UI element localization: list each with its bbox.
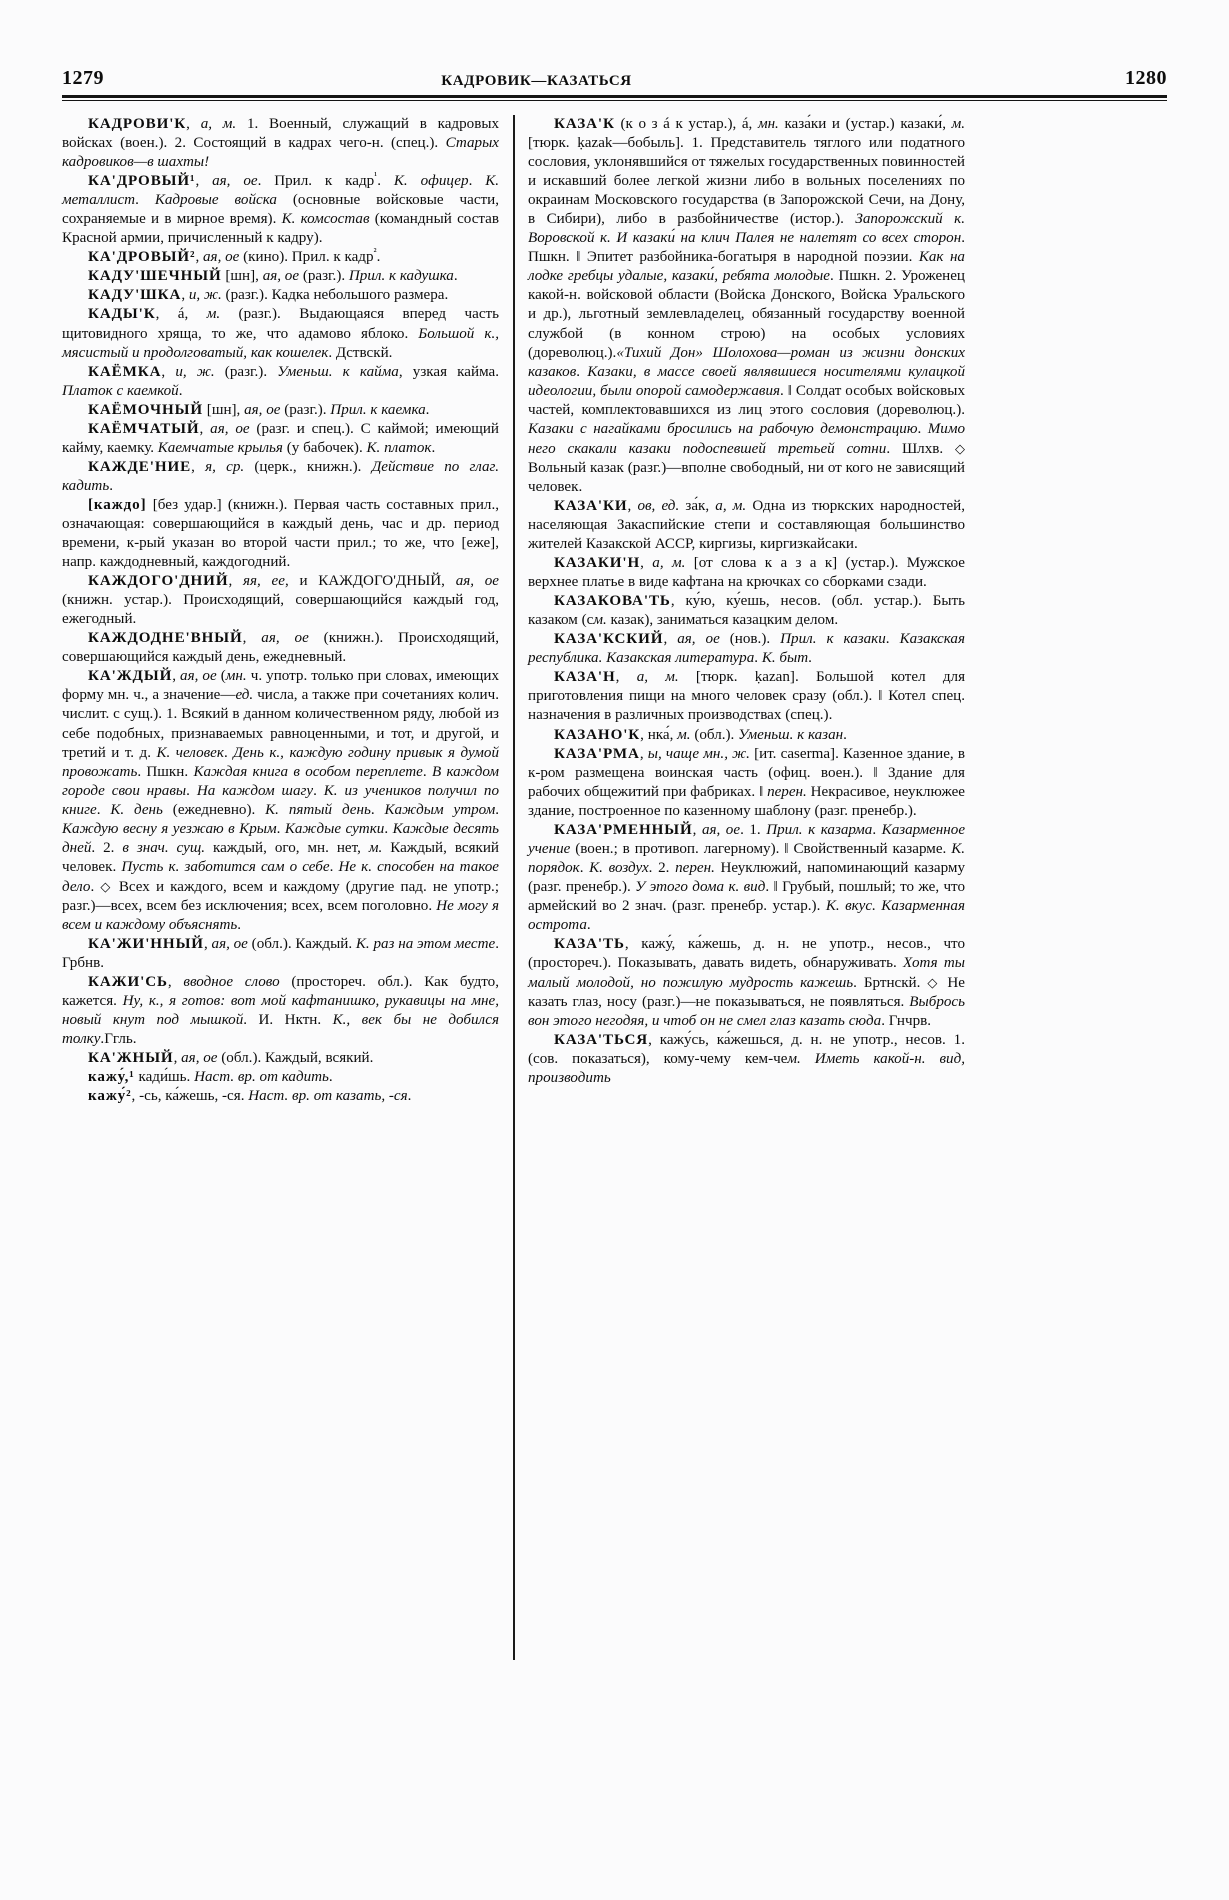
- entry-headword: КАЁМОЧНЫЙ: [88, 401, 204, 418]
- dictionary-entry: [528, 821, 965, 935]
- entry-body: , ая, ое (кино). Прил. к кадр$^{^2}$.: [195, 247, 381, 266]
- entry-headword: кажу́,¹: [88, 1069, 135, 1086]
- entry-headword: КАЗАКОВА'ТЬ: [554, 593, 671, 610]
- entry-body: , ы, чаще мн., ж. [ит. caserma]. Казенное здание, в к-ром размещена воинская часть (офиц. воен.). ‖ Здание для рабочих общежитий при фабриках. ‖ перен. Некрасивое, неуклюжее здание, построенное по казенному шаблону (разг. пренебр.).: [528, 745, 965, 819]
- entry-body: , ая, ое (обл.). Каждый, всякий.: [173, 1050, 374, 1067]
- dictionary-entry: [528, 554, 965, 592]
- dictionary-entry: [62, 572, 499, 629]
- entry-headword: КАЖДОГО'ДНИЙ: [88, 573, 229, 590]
- column-divider: [513, 115, 515, 1660]
- entry-headword: КАЖИ'СЬ: [88, 974, 168, 991]
- entry-body: , ов, ед. за́к, а, м. Одна из тюркских народностей, населяющая Закаспийские степи и составляющая большинство жителей Казакской АССР, киргизы, киргизкайсаки.: [528, 497, 965, 553]
- entry-body: [шн], ая, ое (разг.). Прил. к каемка.: [203, 401, 430, 418]
- folio-left: 1279: [62, 67, 104, 89]
- dictionary-entry: [62, 248, 499, 267]
- entry-body: , ая, ое (книжн.). Происходящий, совершающийся каждый день, ежедневный.: [62, 630, 499, 666]
- running-head: [62, 60, 1167, 90]
- dictionary-entry: [62, 458, 499, 496]
- entry-body: , ку́ю, ку́ешь, несов. (обл. устар.). Быть казаком (см. казак), заниматься казацким делом.: [528, 593, 965, 629]
- dictionary-entry: [528, 745, 965, 821]
- column-gutter: [499, 115, 528, 1815]
- entry-headword: КА'ЖНЫЙ: [88, 1050, 174, 1067]
- right-column: [528, 115, 965, 1815]
- header-rule: [62, 95, 1167, 101]
- dictionary-entry: [62, 973, 499, 1049]
- entry-body: , вводное слово (простореч. обл.). Как будто, кажется. Ну, к., я готов: вот мой кафтанишко, рукавицы на мне, новый кнут под мышкой. И. Нктн. К., век бы не добился толку.Ггль.: [62, 974, 500, 1048]
- entry-body: , нка́, м. (обл.). Уменьш. к казан.: [640, 726, 847, 743]
- dictionary-entry: [62, 496, 499, 572]
- entry-headword: КА'ДРОВЫЙ²: [88, 249, 196, 266]
- entry-body: , я, ср. (церк., книжн.). Действие по глаг. кадить.: [62, 458, 500, 494]
- entry-headword: КАЗА'КСКИЙ: [554, 631, 664, 648]
- entry-headword: КАЗАКИ'Н: [554, 555, 641, 572]
- entry-body: , кажу́, ка́жешь, д. н. не употр., несов., что (простореч.). Показывать, давать видеть, обнаруживать. Хотя ты малый молодой, но пожилую мудрость кажешь. Бртнскй. ◇ Не казать глаз, носу (разг.)—не показываться, не появляться. Выбрось вон этого негодяя, и чтоб он не смел глаз казать сюда. Гнчрв.: [528, 936, 966, 1030]
- entry-headword: КАДЫ'К: [88, 306, 156, 323]
- folio-right: 1280: [1124, 67, 1167, 89]
- dictionary-entry: [528, 497, 965, 554]
- entry-body: , а, м. [от слова к а з а к] (устар.). Мужское верхнее платье в виде кафтана на крючках со сборками сзади.: [528, 555, 966, 591]
- dictionary-entry: [528, 668, 965, 725]
- entry-body: , ая, ое (нов.). Прил. к казаки. Казакская республика. Казакская литература. К. быт.: [528, 631, 966, 667]
- dictionary-entry: [62, 363, 499, 401]
- entry-body: , ая, ое. Прил. к кадр$^{^1}$. К. офицер. К. металлист. Кадровые войска (основные войсковые части, сохраняемые и в мирное время). К. комсостав (командный состав Красной армии, причисленный к кадру).: [62, 171, 500, 247]
- entry-body: , ая, ое (мн. ч. употр. только при словах, имеющих форму мн. ч., а значение—ед. числа, а также при сочетаниях колич. числит. с сущ.). 1. Всякий в данном количественном ряду, любой из себе подобных, признаваемых равноценными, и тот, и другой, и третий и т. д. К. человек. День к., каждую годину привык я думой провожать. Пшкн. Каждая книга в особом переплете. В каждом городе свои нравы. На каждом шагу. К. из учеников получил по книге. К. день (ежедневно). К. пятый день. Каждым утром. Каждую весну я уезжаю в Крым. Каждые сутки. Каждые десять дней. 2. в знач. сущ. каждый, ого, мн. нет, м. Каждый, всякий человек. Пусть к. заботится сам о себе. Не к. способен на такое дело. ◇ Всех и каждого, всем и каждому (другие пад. не употр.; разг.)—всех, всем без исключения; всех, всем поголовно. Не могу я всем и каждому объяснять.: [62, 668, 500, 933]
- dictionary-entry: [62, 286, 499, 305]
- entry-headword: КАЗА'РМА: [554, 745, 640, 762]
- entry-body: , и, ж. (разг.). Кадка небольшого размера.: [181, 287, 449, 304]
- entry-headword: КА'ЖДЫЙ: [88, 668, 173, 685]
- dictionary-entry: [528, 935, 965, 1031]
- entry-body: , ая, ое (обл.). Каждый. К. раз на этом месте. Грбнв.: [62, 936, 499, 972]
- dictionary-entry: [62, 935, 499, 973]
- dictionary-entry: [62, 172, 499, 248]
- dictionary-entry: [62, 667, 499, 935]
- entry-headword: КАЁМЧАТЫЙ: [88, 420, 200, 437]
- dictionary-entry: [528, 1031, 965, 1088]
- entry-body: , -сь, ка́жешь, -ся. Наст. вр. от казать, -ся.: [131, 1088, 412, 1105]
- entry-body: , а, м. [тюрк. ḳazan]. Большой котел для приготовления пищи на много человек сразу (обл.). ‖ Котел спец. назначения в различных производствах (спец.).: [528, 669, 966, 724]
- dictionary-entry: [62, 629, 499, 667]
- entry-body: [без удар.] (книжн.). Первая часть составных прил., означающая: совершающийся в каждый день, час и др. период времени, к-рый указан во второй части прил.; то же, что [еже], напр. каждодневный, каждогодний.: [62, 496, 499, 571]
- header-rule-thick: [62, 95, 1167, 98]
- entry-body: , и, ж. (разг.). Уменьш. к кайма, узкая кайма. Платок с каемкой.: [62, 363, 499, 399]
- dictionary-entry: [62, 420, 499, 458]
- entry-body: , кажу́сь, ка́жешься, д. н. не употр., несов. 1. (сов. показаться), кому-чему кем-чем. Иметь какой-н. вид, производить: [528, 1032, 965, 1087]
- dictionary-entry: [528, 726, 965, 745]
- entry-headword: КАЁМКА: [88, 363, 162, 380]
- entry-body: , ая, ое (разг. и спец.). С каймой; имеющий кайму, каемку. Каемчатые крылья (у бабочек). К. платок.: [62, 420, 499, 456]
- left-column: [62, 115, 499, 1815]
- entry-headword: КА'ДРОВЫЙ¹: [88, 173, 196, 190]
- entry-headword: КАЖДЕ'НИЕ: [88, 458, 192, 475]
- entry-body: кади́шь. Наст. вр. от кадить.: [134, 1069, 333, 1086]
- entry-body: [шн], ая, ое (разг.). Прил. к кадушка.: [221, 268, 458, 285]
- dictionary-entry: [62, 1049, 499, 1068]
- entry-headword: кажу́²: [88, 1088, 132, 1105]
- columns: [62, 115, 1167, 1815]
- running-title: КАДРОВИК—КАЗАТЬСЯ: [441, 73, 632, 89]
- dictionary-entry: [528, 115, 965, 497]
- entry-headword: КА'ЖИ'ННЫЙ: [88, 936, 204, 953]
- entry-headword: КАДУ'ШКА: [88, 287, 182, 304]
- dictionary-entry: [62, 115, 499, 172]
- entry-body: , á, м. (разг.). Выдающаяся вперед часть щитовидного хряща, то же, что адамово яблоко. Большой к., мясистый и продолговатый, как кошелек. Дствскй.: [62, 306, 499, 361]
- entry-body: , яя, ее, и КАЖДОГО'ДНЫЙ, ая, ое (книжн. устар.). Происходящий, совершающийся каждый год, ежегодный.: [62, 573, 500, 628]
- entry-headword: КАЗА'Н: [554, 669, 616, 686]
- entry-headword: КАЗА'ТЬ: [554, 936, 625, 953]
- entry-headword: КАДРОВИ'К: [88, 116, 187, 132]
- entry-body: , ая, ое. 1. Прил. к казарма. Казарменное учение (воен.; в противоп. лагерному). ‖ Свойственный казарме. К. порядок. К. воздух. 2. перен. Неуклюжий, напоминающий казарму (разг. пренебр.). У этого дома к. вид. ‖ Грубый, пошлый; то же, что армейский во 2 знач. (разг. пренебр. устар.). К. вкус. Казарменная острота.: [528, 821, 966, 933]
- dictionary-entry: [528, 592, 965, 630]
- entry-headword: КАЖДОДНЕ'ВНЫЙ: [88, 630, 243, 647]
- dictionary-entry: [62, 267, 499, 286]
- entry-headword: КАЗАНО'К: [554, 726, 641, 743]
- dictionary-entry: [528, 630, 965, 668]
- entry-headword: КАЗА'К: [554, 116, 615, 132]
- entry-body: (к о з á к устар.), á, мн. каза́ки и (устар.) казаки́, м. [тюрк. ḳazak—бобыль]. 1. Представитель тяглого или податного сословия, уклонявшийся от тяжелых государственных повинностей и искавший более легкой жизни либо в вольных поселениях по окраинам Московского государства (в Запорожской Сечи, на Дону, в Сибири), либо в разбойничестве (истор.). Запорожский к. Воровской к. И казаки́ на клич Палея не налетят со всех сторон. Пшкн. ‖ Эпитет разбойника-богатыря в народной поэзии. Как на лодке гребцы удалые, казаки́, ребята молодые. Пшкн. 2. Уроженец какой-н. войсковой области (Войска Донского, Войска Уральского и др.), льготный землевладелец, обязанный государству военной службой (в конном строю) на особых условиях (дореволюц.).«Тихий Дон» Шолохова—роман из жизни донских казаков. Казаки, в массе своей являвшиеся носителями кулацкой идеологии, были опорой самодержавия. ‖ Солдат особых войсковых частей, комплектовавшихся из лиц этого сословия (дореволюц.). Казаки с нагайками бросились на рабочую демонстрацию. Мимо него скакали казаки подоспевшей третьей сотни. Шлхв. ◇ Вольный казак (разг.)—вполне свободный, ни от кого не зависящий человек.: [528, 116, 966, 495]
- dictionary-entry: [62, 1087, 499, 1106]
- entry-headword: КАЗА'РМЕННЫЙ: [554, 821, 693, 838]
- entry-headword: КАЗА'ТЬСЯ: [554, 1032, 649, 1049]
- entry-headword: КАДУ'ШЕЧНЫЙ: [88, 268, 222, 285]
- dictionary-entry: [62, 1068, 499, 1087]
- dictionary-entry: [62, 305, 499, 362]
- dictionary-entry: [62, 401, 499, 420]
- header-rule-thin: [62, 100, 1167, 101]
- entry-headword: [каждо]: [88, 496, 147, 513]
- entry-headword: КАЗА'КИ: [554, 497, 628, 514]
- entry-body: , а, м. 1. Военный, служащий в кадровых войсках (воен.). 2. Состоящий в кадрах чего-н. (спец.). Старых кадровиков—в шахты!: [62, 116, 500, 171]
